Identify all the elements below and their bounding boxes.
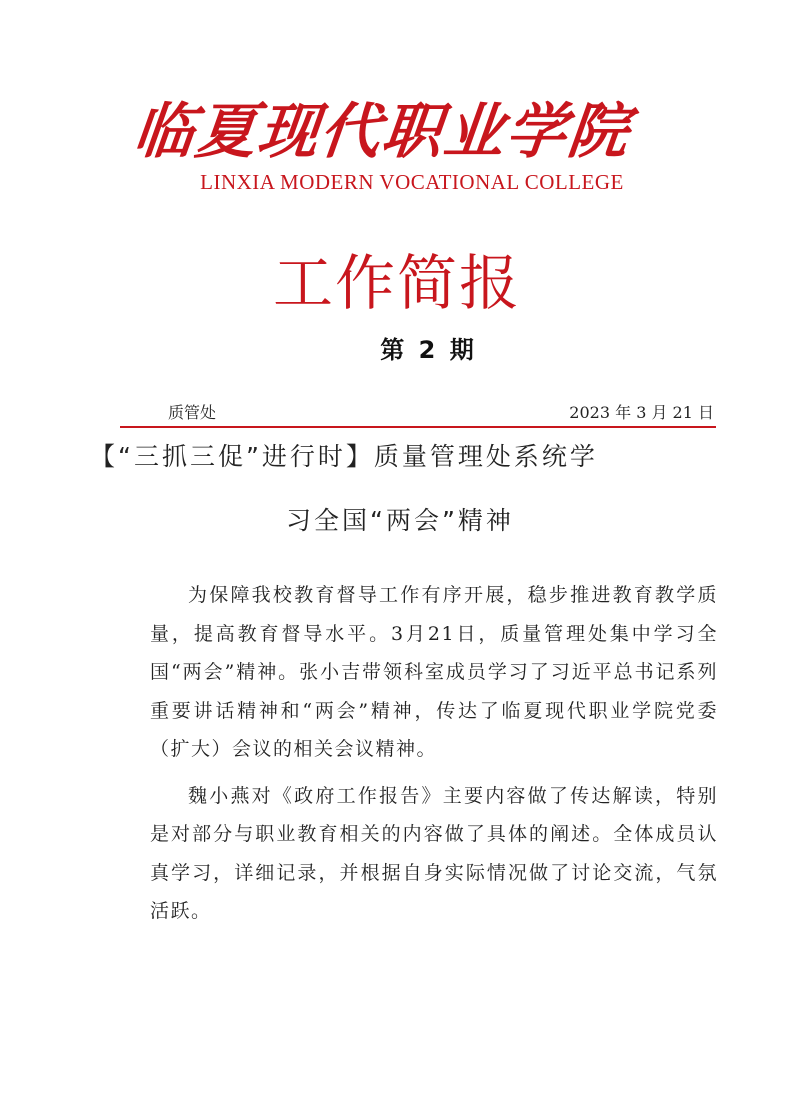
issue-date: 2023 年 3 月 21 日 xyxy=(569,403,714,422)
college-name-english: LINXIA MODERN VOCATIONAL COLLEGE xyxy=(200,170,624,194)
article-title-line-1: 【“三抓三促”进行时】质量管理处系统学 xyxy=(90,442,598,471)
article-body xyxy=(150,576,718,939)
college-logo-calligraphy: 临夏现代职业学院 xyxy=(130,97,634,167)
meta-row xyxy=(120,398,716,428)
article-paragraph: 魏小燕对《政府工作报告》主要内容做了传达解读，特别是对部分与职业教育相关的内容做了具体的阐述。全体成员认真学习，详细记录，并根据自身实际情况做了讨论交流，气氛活跃。 xyxy=(150,784,718,922)
article-paragraph: 为保障我校教育督导工作有序开展，稳步推进教育教学质量，提高教育督导水平。3月21日，质量管理处集中学习全国“两会”精神。张小吉带领科室成员学习了习近平总书记系列重要讲话精神和“两会”精神，传达了临夏现代职业学院党委（扩大）会议的相关会议精神。 xyxy=(150,584,718,760)
issue-number: 第 2 期 xyxy=(380,336,474,364)
bulletin-title: 工作简报 xyxy=(273,249,521,319)
article-title-line-2: 习全国“两会”精神 xyxy=(286,506,514,535)
department-label: 质管处 xyxy=(168,403,217,422)
